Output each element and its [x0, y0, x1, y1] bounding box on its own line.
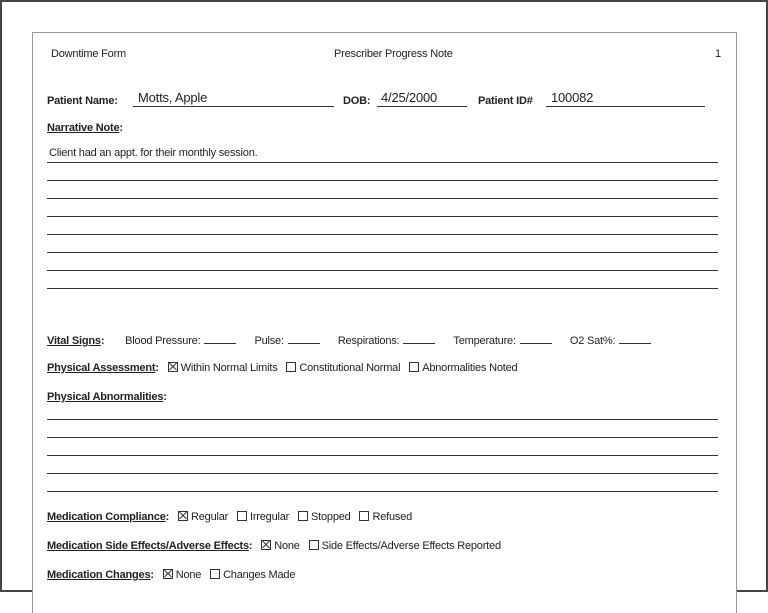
patient-name-label: Patient Name:	[47, 95, 118, 107]
header-left: Downtime Form	[51, 48, 127, 60]
vital-signs-row: Vital Signs: Blood Pressure: Pulse: Respirations: Temperature: O2 Sat%:	[47, 334, 651, 347]
dob-label: DOB:	[343, 95, 371, 107]
checkbox-changes-none[interactable]	[163, 569, 173, 579]
checkbox-constitutional-normal[interactable]	[286, 362, 296, 372]
medication-side-effects-row: Medication Side Effects/Adverse Effects: None Side Effects/Adverse Effects Reported	[47, 540, 501, 552]
narrative-label: Narrative Note:	[47, 122, 123, 134]
o2-field[interactable]	[619, 334, 651, 344]
checkbox-stopped[interactable]	[298, 511, 308, 521]
physical-abnormalities-label: Physical Abnormalities:	[47, 391, 167, 403]
pulse-field[interactable]	[288, 334, 320, 344]
checkbox-irregular[interactable]	[237, 511, 247, 521]
dob-value[interactable]: 4/25/2000	[381, 90, 438, 105]
patient-name-value[interactable]: Motts, Apple	[138, 90, 208, 105]
checkbox-abnormalities-noted[interactable]	[409, 362, 419, 372]
checkbox-within-normal[interactable]	[168, 362, 178, 372]
patient-id-label: Patient ID#	[478, 95, 533, 107]
page-number: 1	[715, 48, 721, 60]
narrative-text[interactable]: Client had an appt. for their monthly session.	[49, 147, 258, 159]
medication-compliance-row: Medication Compliance: Regular Irregular Stopped Refused	[47, 511, 413, 523]
checkbox-side-effects-none[interactable]	[261, 540, 271, 550]
medication-changes-row: Medication Changes: None Changes Made	[47, 569, 296, 581]
document-page	[32, 32, 737, 613]
checkbox-side-effects-reported[interactable]	[309, 540, 319, 550]
checkbox-refused[interactable]	[359, 511, 369, 521]
bp-field[interactable]	[204, 334, 236, 344]
physical-assessment-row: Physical Assessment: Within Normal Limits Constitutional Normal Abnormalities Noted	[47, 362, 518, 374]
checkbox-changes-made[interactable]	[210, 569, 220, 579]
patient-id-value[interactable]: 100082	[551, 90, 594, 105]
temperature-field[interactable]	[520, 334, 552, 344]
checkbox-regular[interactable]	[178, 511, 188, 521]
respirations-field[interactable]	[403, 334, 435, 344]
header-title: Prescriber Progress Note	[334, 48, 453, 60]
